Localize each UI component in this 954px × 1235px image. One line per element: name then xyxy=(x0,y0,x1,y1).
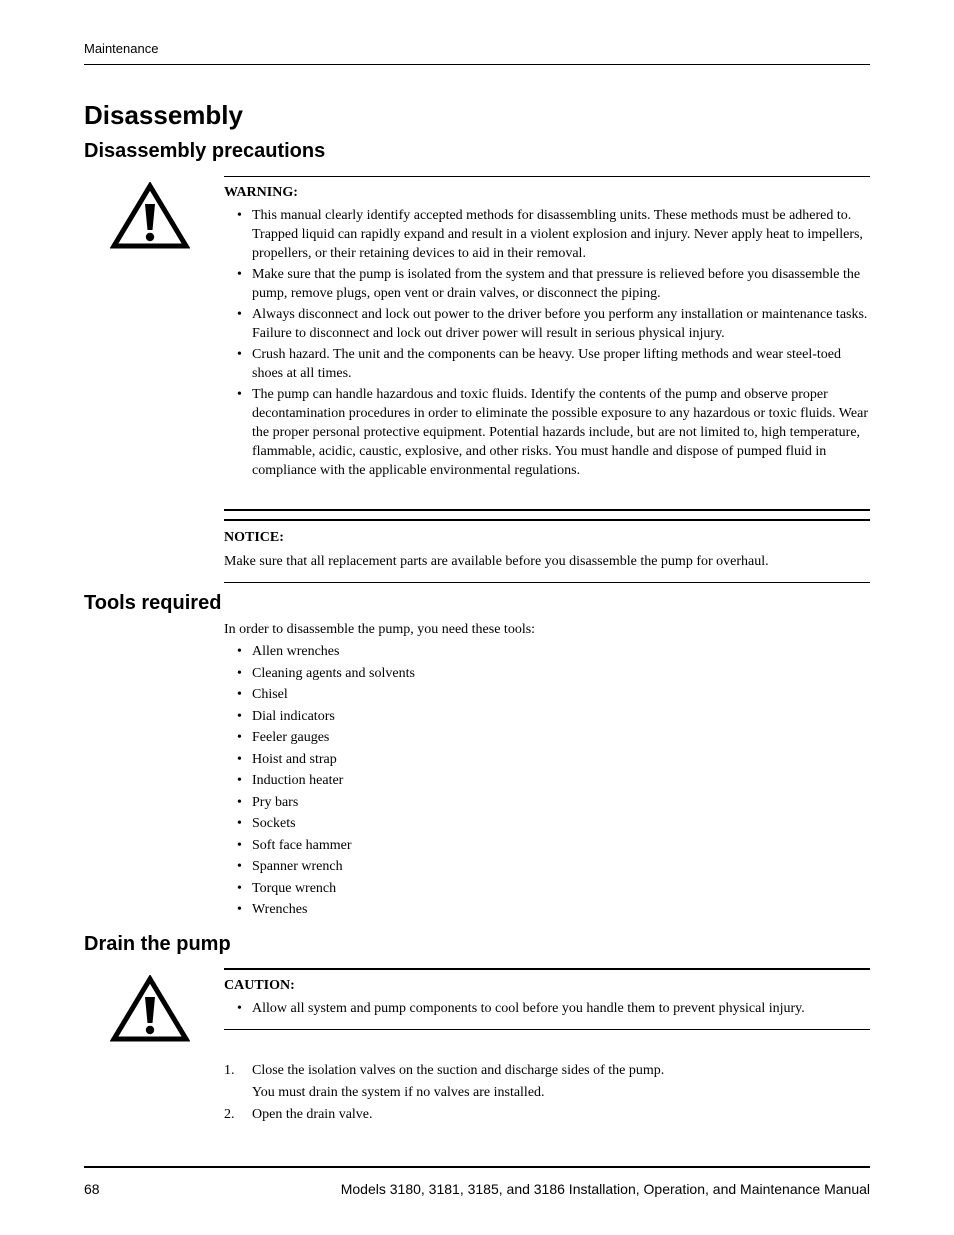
list-item: • Dial indicators xyxy=(224,706,870,728)
running-header: Maintenance xyxy=(84,41,159,56)
list-item: • Pry bars xyxy=(224,792,870,814)
step-text: Open the drain valve. xyxy=(252,1107,373,1122)
list-item: • Sockets xyxy=(224,813,870,835)
list-item: • Induction heater xyxy=(224,770,870,792)
list-item: • Make sure that the pump is isolated from the system and that pressure is relieved before you disassemble the pump, remove plugs, open vent or drain valves, or disconnect the piping. xyxy=(224,265,870,303)
step-2 xyxy=(224,1107,373,1123)
list-item: • This manual clearly identify accepted methods for disassembling units. These methods must be adhered to. Trapped liquid can rapidly expand and result in a violent explosion and injury. Never apply heat to impellers, propellers, or their retaining devices to aid in their removal. xyxy=(224,206,870,263)
step-number: 1. xyxy=(224,1063,235,1078)
list-item: • The pump can handle hazardous and toxic fluids. Identify the contents of the pump and observe proper decontamination procedures in order to eliminate the possible exposure to any hazardous or toxic fluids. Wear the proper personal protective equipment. Potential hazards include, but are not limited to, high temperature, flammable, acidic, caustic, explosive, and other risks. You must handle and dispose of pumped fluid in compliance with the applicable environmental regulations. xyxy=(224,385,870,480)
step-number: 2. xyxy=(224,1107,235,1122)
list-item: • Hoist and strap xyxy=(224,749,870,771)
warning-list xyxy=(224,206,870,482)
list-item: • Allen wrenches xyxy=(224,641,870,663)
tools-intro: In order to disassemble the pump, you need these tools: xyxy=(224,622,536,637)
warning-label: WARNING: xyxy=(224,185,298,200)
document-title: Models 3180, 3181, 3185, and 3186 Installation, Operation, and Maintenance Manual xyxy=(340,1181,870,1197)
caution-top-rule xyxy=(224,968,870,970)
page-title: Disassembly xyxy=(84,100,243,130)
list-item: • Torque wrench xyxy=(224,878,870,900)
list-item: • Chisel xyxy=(224,684,870,706)
warning-bottom-rule xyxy=(224,509,870,511)
header-rule xyxy=(84,64,870,65)
section-heading-tools: Tools required xyxy=(84,592,222,614)
list-item: • Cleaning agents and solvents xyxy=(224,663,870,685)
list-item: • Spanner wrench xyxy=(224,856,870,878)
caution-label: CAUTION: xyxy=(224,978,295,993)
notice-label: NOTICE: xyxy=(224,530,284,545)
notice-text: Make sure that all replacement parts are available before you disassemble the pump for overhaul. xyxy=(224,554,769,569)
caution-triangle-icon xyxy=(110,975,190,1043)
step-text: Close the isolation valves on the suction and discharge sides of the pump. xyxy=(252,1063,665,1078)
list-item: • Feeler gauges xyxy=(224,727,870,749)
step-1-note: You must drain the system if no valves are installed. xyxy=(252,1085,545,1100)
list-item: • Wrenches xyxy=(224,899,870,921)
section-heading-drain: Drain the pump xyxy=(84,933,231,955)
list-item: • Allow all system and pump components to cool before you handle them to prevent physical injury. xyxy=(224,999,870,1018)
notice-top-rule xyxy=(224,519,870,521)
list-item: • Always disconnect and lock out power to the driver before you perform any installation or maintenance tasks. Failure to disconnect and lock out driver power will result in serious physical injury. xyxy=(224,305,870,343)
warning-top-rule xyxy=(224,176,870,177)
list-item: • Soft face hammer xyxy=(224,835,870,857)
page-number: 68 xyxy=(84,1181,100,1197)
list-item: • Crush hazard. The unit and the components can be heavy. Use proper lifting methods and wear steel-toed shoes at all times. xyxy=(224,345,870,383)
caution-list xyxy=(224,999,870,1018)
footer-rule xyxy=(84,1166,870,1168)
section-heading-precautions: Disassembly precautions xyxy=(84,140,326,162)
tools-list xyxy=(224,641,870,921)
warning-triangle-icon xyxy=(110,182,190,250)
notice-bottom-rule xyxy=(224,582,870,583)
step-1 xyxy=(224,1063,664,1079)
caution-bottom-rule xyxy=(224,1029,870,1030)
